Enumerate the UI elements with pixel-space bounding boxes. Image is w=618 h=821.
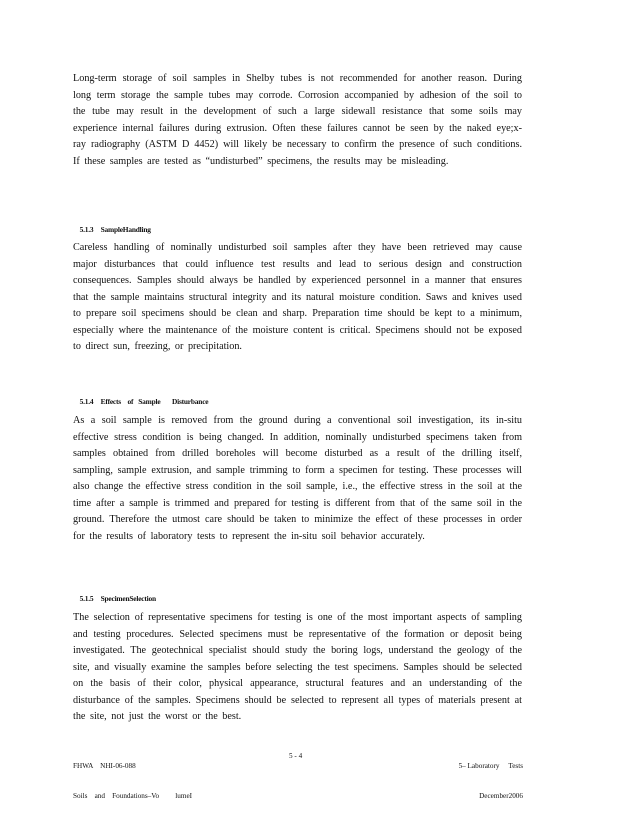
section-heading-5-1-3 [73, 216, 151, 243]
footer-volume: Soils and Foundations–Vo lumeI [73, 792, 193, 800]
footer-chapter: 5– Laboratory Tests [458, 762, 523, 770]
paragraph-sample-disturbance: As a soil sample is removed from the ground during a conventional soil investigation, its in-situ effective stress condition is being changed. In addition, nominally undisturbed specimens taken from samples obtained from drilled boreholes will become disturbed as a result of the drilling itself, sampling, sample extrusion, and sample trimming to form a specimen for testing. These processes will also change the effective stress condition in the soil sample, i.e., the effective stress in the soil at the time after a sample is trimmed and prepared for testing is different from that of the same soil in the ground. Therefore the utmost care should be taken to minimize the effect of these processes in order for the results of laboratory tests to represent the in-situ soil behavior accurately. [73, 415, 522, 542]
footer-left [73, 741, 192, 821]
section-title: Effects of Sample Disturbance [100, 397, 209, 406]
footer-date: December2006 [479, 792, 523, 800]
section-heading-5-1-5 [73, 585, 156, 612]
footer-right [443, 741, 523, 821]
section-number: 5.1.3 [79, 225, 94, 234]
footer-document-id: FHWA NHI-06-088 [73, 762, 136, 770]
section-heading-5-1-4 [73, 388, 208, 415]
section-title: SampleHandling [100, 225, 151, 234]
page-number: 5 - 4 [289, 752, 303, 760]
section-number: 5.1.5 [79, 594, 94, 603]
paragraph-long-term-storage: Long-term storage of soil samples in Shelby tubes is not recommended for another reason. During long term storage the sample tubes may corrode. Corrosion accompanied by adhesion of the soil to the tube may result in the development of such a large sidewall resistance that some soils may experience internal failures during extrusion. Often these failures cannot be seen by the naked eye;x-ray radiography (ASTM D 4452) will likely be necessary to confirm the presence of such conditions. If these samples are tested as “undisturbed” specimens, the results may be misleading. [73, 73, 522, 167]
section-title: SpecimenSelection [100, 594, 156, 603]
section-number: 5.1.4 [79, 397, 94, 406]
paragraph-sample-handling: Careless handling of nominally undisturbed soil samples after they have been retrieved may cause major disturbances that could influence test results and lead to serious design and construction consequences. Samples should always be handled by experienced personnel in a manner that ensures that the sample maintains structural integrity and its natural moisture condition. Saws and knives used to prepare soil specimens should be clean and sharp. Preparation time should be kept to a minimum, especially where the maintenance of the moisture content is critical. Specimens should not be exposed to direct sun, freezing, or precipitation. [73, 242, 522, 353]
paragraph-specimen-selection: The selection of representative specimens for testing is one of the most important aspects of sampling and testing procedures. Selected specimens must be representative of the formation or deposit being investigated. The geotechnical specialist should study the boring logs, understand the geology of the site, and visually examine the samples before selecting the test specimens. Samples should be selected on the basis of their color, physical appearance, structural features and an understanding of the disturbance of the samples. Specimens should be selected to represent all types of materials present at the site, not just the worst or the best. [73, 612, 522, 723]
